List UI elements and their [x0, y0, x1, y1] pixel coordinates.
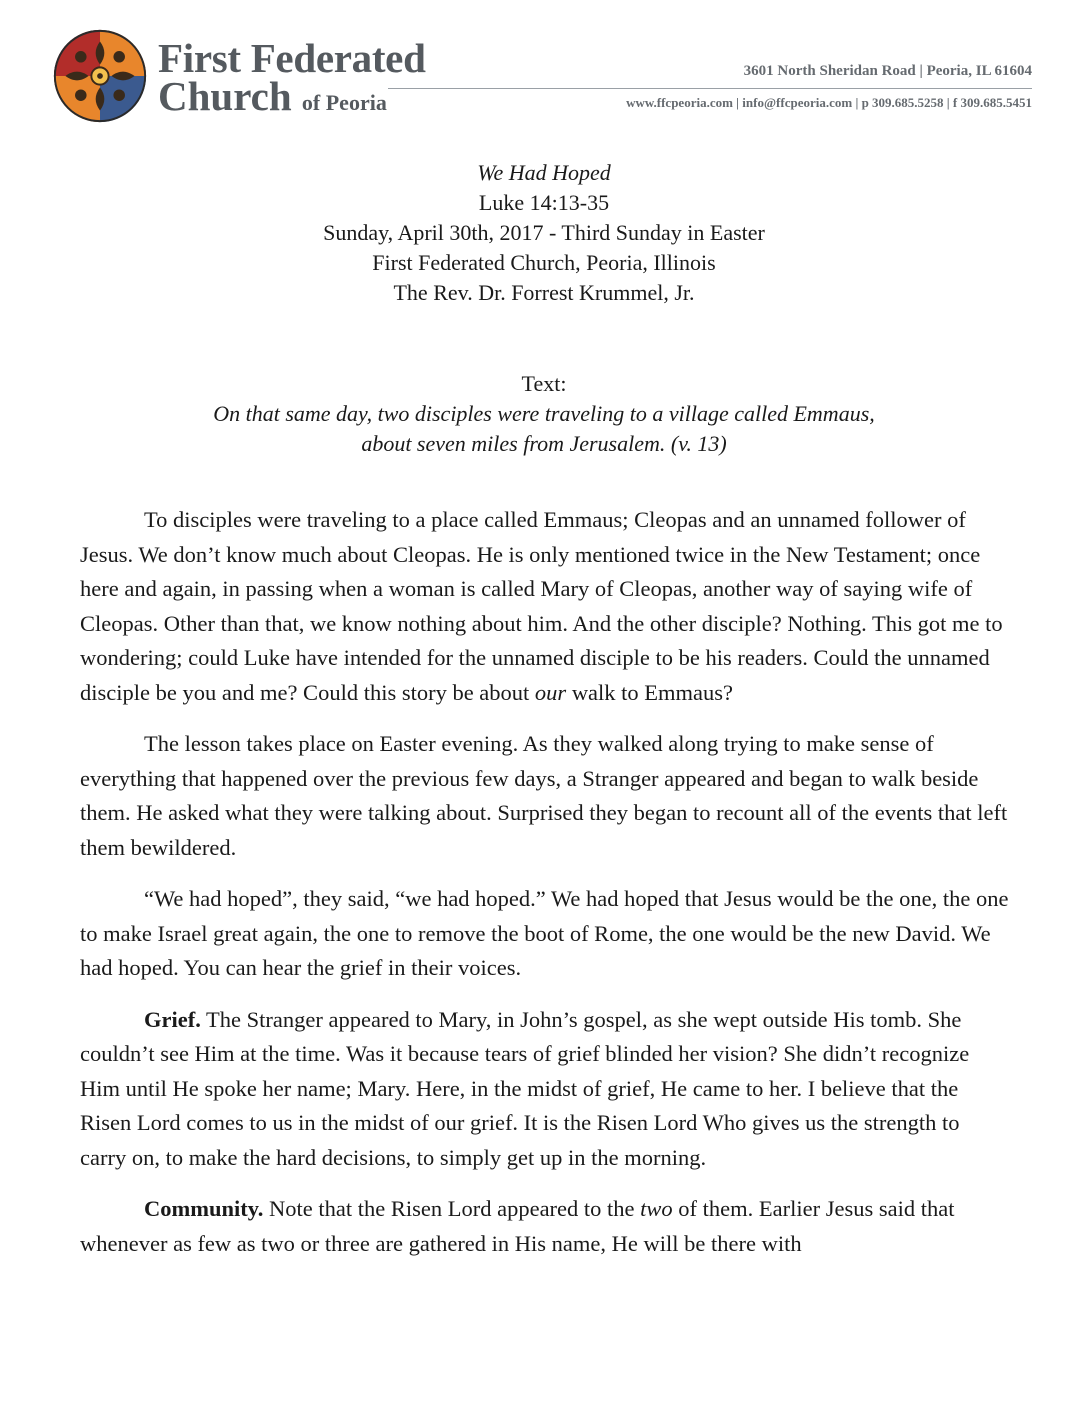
sermon-scripture: Luke 14:13-35: [478, 190, 610, 215]
sermon-preacher: The Rev. Dr. Forrest Krummel, Jr.: [393, 280, 695, 305]
scripture-text: [0, 369, 1088, 459]
text-label: Text:: [521, 371, 567, 396]
org-name-church: Church: [158, 73, 292, 119]
organization-name: [158, 35, 426, 119]
org-name-line2: [158, 73, 426, 119]
sermon-header: [0, 158, 1088, 308]
paragraph-3: “We had hoped”, they said, “we had hoped.” We had hoped that Jesus would be the one, the one to make Israel great again, the one to remove the boot of Rome, the one would be the new David. We had hoped. You can hear the grief in their voices.: [80, 886, 1009, 980]
sermon-title: We Had Hoped: [477, 160, 611, 185]
paragraph-5-text-b: of them. Earlier Jesus said that whenever as few as two or three are gathered in His name, He will be there with: [80, 1196, 955, 1256]
sermon-body: [80, 503, 1010, 1278]
paragraph-1-emphasis: our: [534, 679, 567, 705]
letterhead: [0, 0, 1088, 140]
paragraph-4-text: The Stranger appeared to Mary, in John’s gospel, as she wept outside His tomb. She couldn’t see Him at the time. Was it because tears of grief blinded her vision? She didn’t recognize Him until He spoke her name; Mary. Here, in the midst of grief, He came to her. I believe that the Risen Lord comes to us in the midst of our grief. It is the Risen Lord Who gives us the strength to carry on, to make the hard decisions, to simply get up in the morning.: [80, 1006, 970, 1170]
paragraph-2: The lesson takes place on Easter evening. As they walked along trying to make sense of everything that happened over the previous few days, a Stranger appeared and began to walk beside them. He asked what they were talking about. Surprised they began to recount all of the events that left them bewildered.: [80, 731, 1008, 860]
address: 3601 North Sheridan Road | Peoria, IL 61604: [743, 63, 1032, 79]
paragraph-5-emphasis: two: [640, 1196, 673, 1221]
org-name-city: of Peoria: [301, 90, 387, 115]
org-name-line1: First Federated: [158, 35, 426, 81]
paragraph-4-heading: Grief.: [144, 1006, 201, 1032]
header-divider: [388, 88, 1032, 89]
church-logo-icon: [52, 28, 148, 124]
paragraph-5-heading: Community.: [144, 1196, 264, 1221]
paragraph-1-text-a: To disciples were traveling to a place called Emmaus; Cleopas and an unnamed follower of Jesus. We don’t know much about Cleopas. He is only mentioned twice in the New Testament; once here and again, in passing when a woman is called Mary of Cleopas, another way of saying wife of Cleopas. Other than that, we know nothing about him. And the other disciple? Nothing. This got me to wondering; could Luke have intended for the unnamed disciple to be his readers. Could the unnamed disciple be you and me? Could this story be about: [80, 507, 1003, 705]
text-quote-line1: On that same day, two disciples were traveling to a village called Emmaus,: [213, 401, 875, 426]
contact-info: www.ffcpeoria.com | info@ffcpeoria.com | p 309.685.5258 | f 309.685.5451: [626, 95, 1032, 110]
paragraph-1: [80, 503, 1010, 710]
paragraph-5-text-a: Note that the Risen Lord appeared to the: [263, 1196, 641, 1221]
sermon-place: First Federated Church, Peoria, Illinois: [372, 250, 716, 275]
paragraph-5: [80, 1192, 1010, 1261]
paragraph-4: [80, 1003, 1010, 1176]
paragraph-1-text-b: walk to Emmaus?: [566, 679, 734, 705]
text-quote-line2: about seven miles from Jerusalem. (v. 13): [361, 431, 727, 456]
sermon-date: Sunday, April 30th, 2017 - Third Sunday in Easter: [323, 220, 765, 245]
